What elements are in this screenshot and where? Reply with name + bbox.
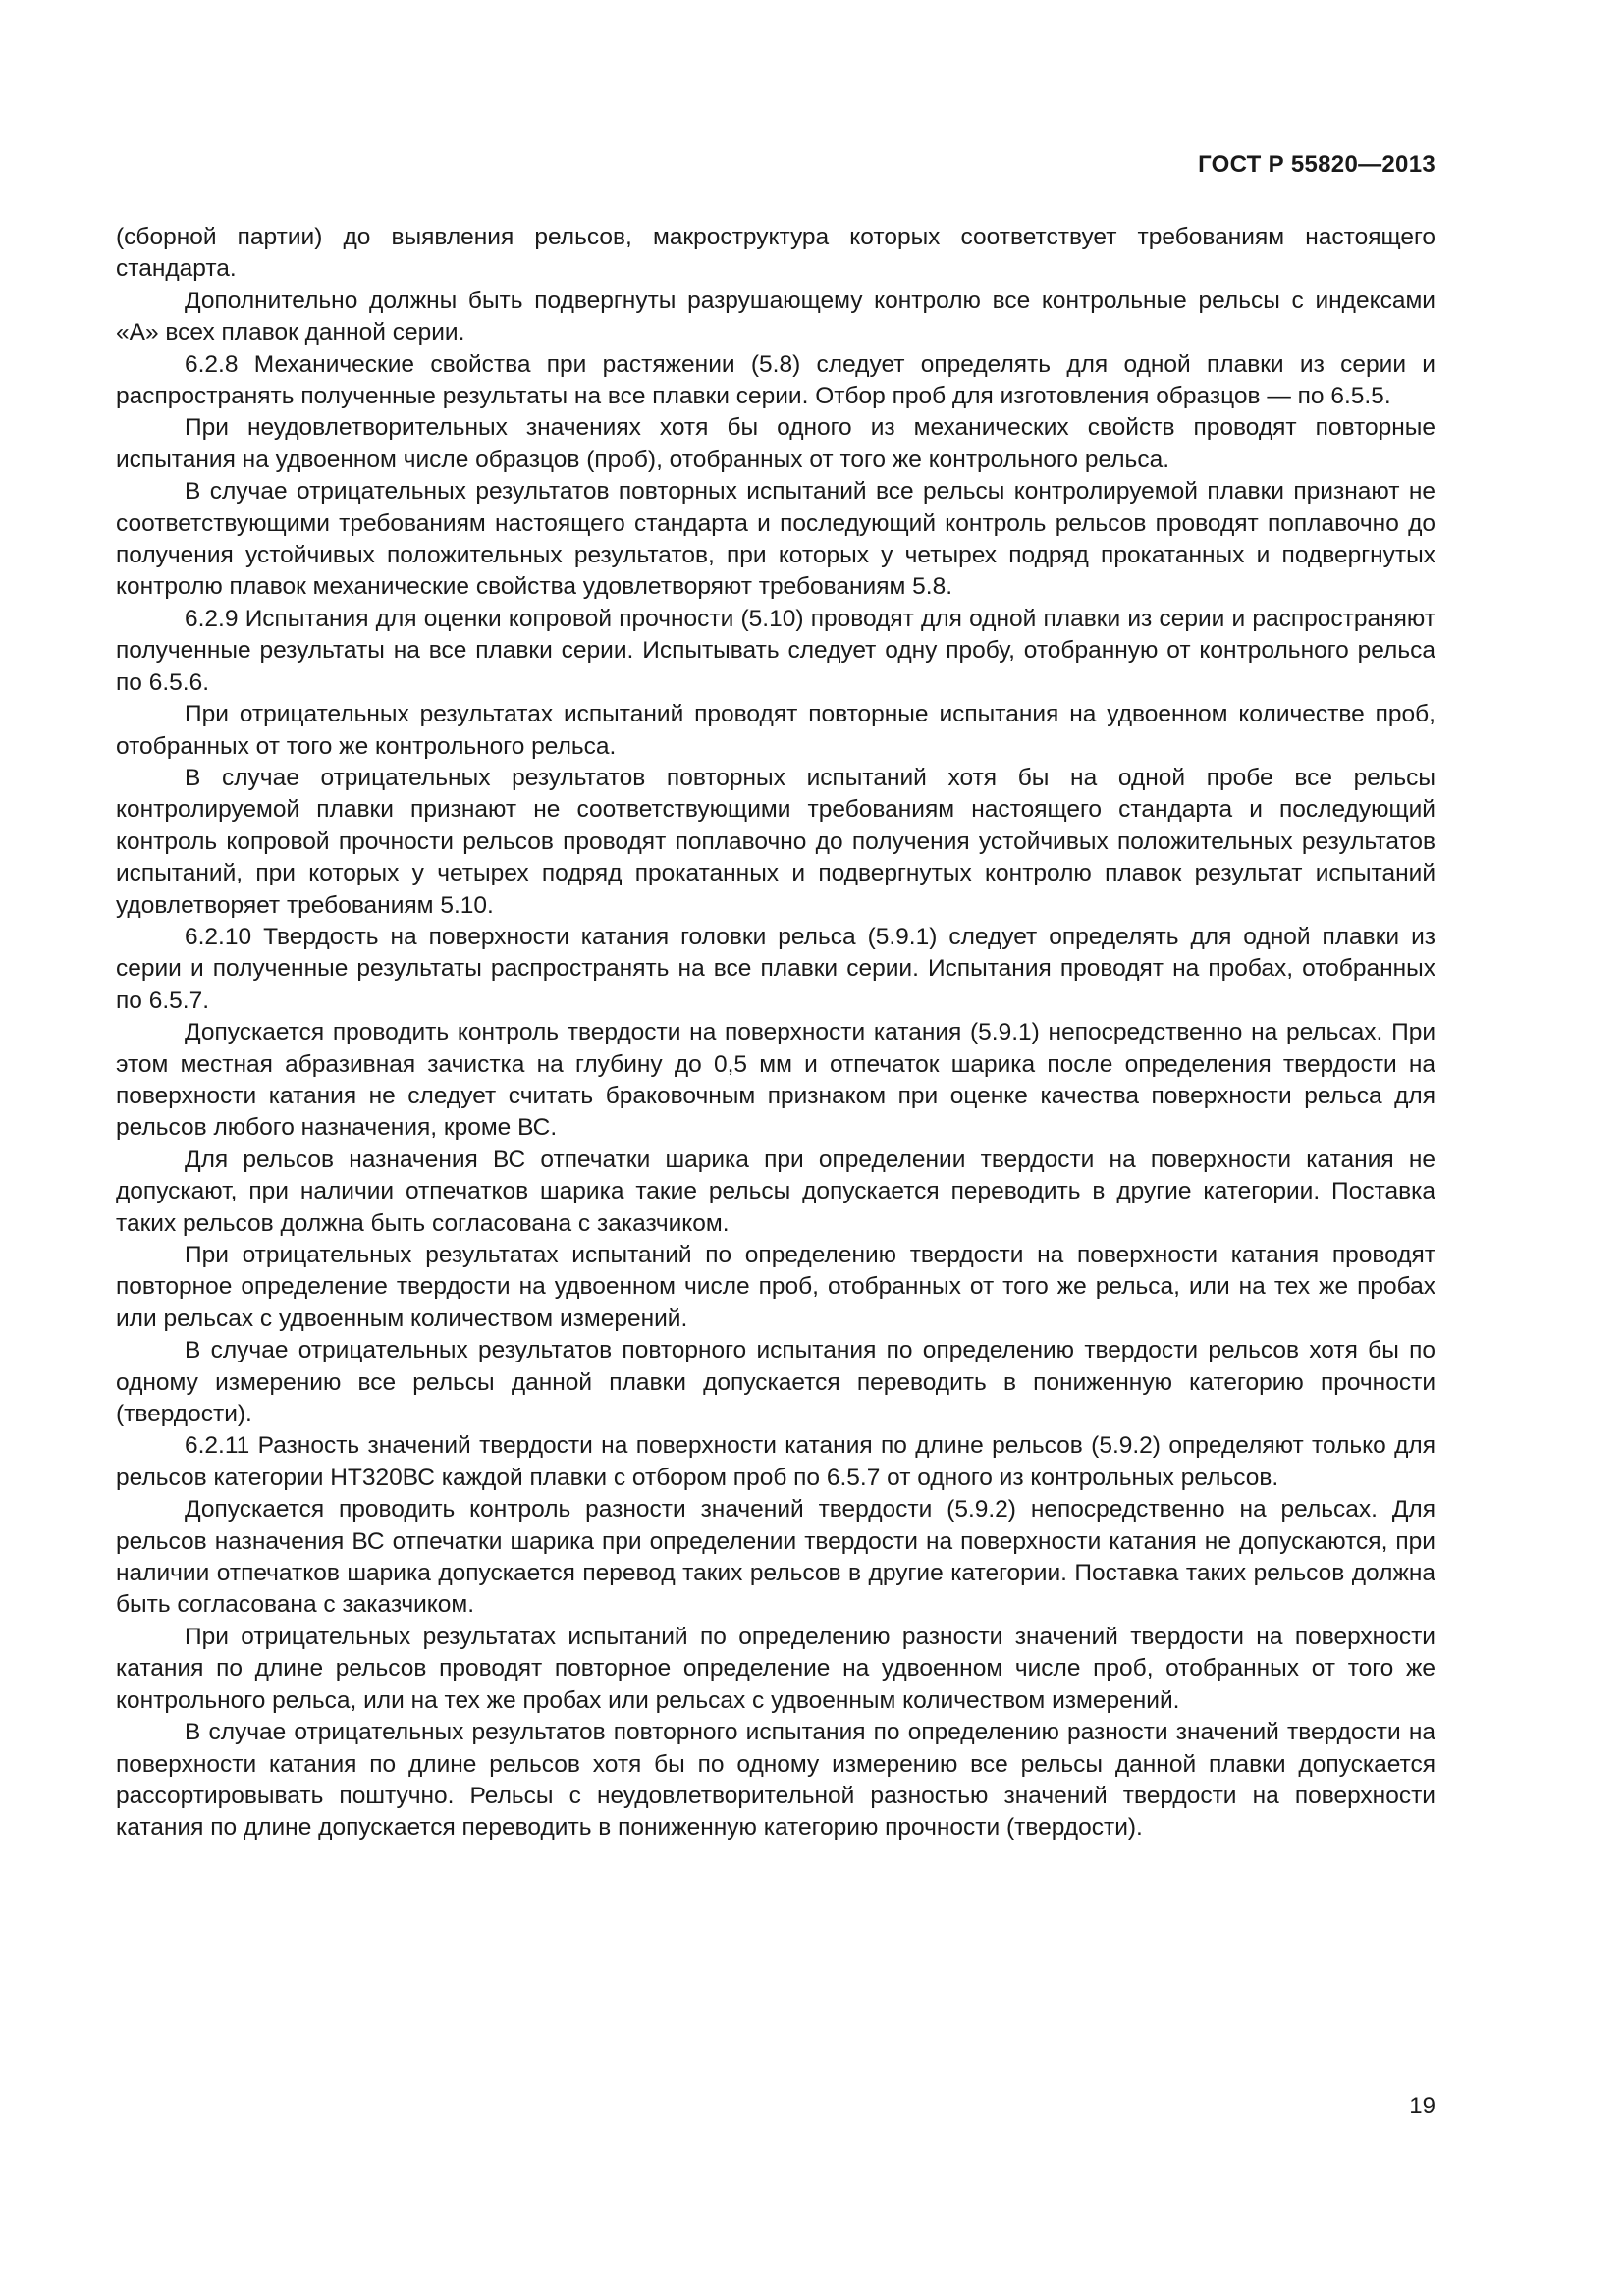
section-6-2-9-paragraph: 6.2.9 Испытания для оценки копровой прочности (5.10) проводят для одной плавки из серии и распространяют полученные результаты на все плавки серии. Испытывать следует одну пробу, отобранную от контрольного рельса по 6.5.6. — [116, 605, 1435, 696]
section-6-2-10-paragraph: 6.2.10 Твердость на поверхности катания головки рельса (5.9.1) следует определять для одной плавки из серии и полученные результаты распространять на все плавки серии. Испытания проводят на пробах, отобранных по 6.5.7. — [116, 923, 1435, 1014]
paragraph: Для рельсов назначения ВС отпечатки шарика при определении твердости на поверхности катания не допускают, при наличии отпечатков шарика такие рельсы допускается переводить в другие категории. Поставка таких рельсов должна быть согласована с заказчиком. — [116, 1146, 1435, 1237]
paragraph: При отрицательных результатах испытаний по определению твердости на поверхности катания проводят повторное определение твердости на удвоенном числе проб, отобранных от того же рельса, или на тех же пробах или рельсах с удвоенным количеством измерений. — [116, 1242, 1435, 1332]
paragraph: (сборной партии) до выявления рельсов, макроструктура которых соответствует требованиям настоящего стандарта. — [116, 224, 1435, 283]
document-body — [116, 222, 1435, 1844]
section-6-2-8-paragraph: 6.2.8 Механические свойства при растяжении (5.8) следует определять для одной плавки из серии и распространять полученные результаты на все плавки серии. Отбор проб для изготовления образцов — по 6.5.5. — [116, 350, 1435, 410]
paragraph: При неудовлетворительных значениях хотя бы одного из механических свойств проводят повторные испытания на удвоенном числе образцов (проб), отобранных от того же контрольного рельса. — [116, 414, 1435, 473]
paragraph: В случае отрицательных результатов повторных испытаний хотя бы на одной пробе все рельсы контролируемой плавки признают не соответствующими требованиям настоящего стандарта и последующий контроль копровой прочности рельсов проводят поплавочно до получения устойчивых положительных результатов испытаний, при которых у четырех подряд прокатанных и подвергнутых контролю плавок результат испытаний удовлетворяет требованиям 5.10. — [116, 764, 1435, 919]
paragraph: Дополнительно должны быть подвергнуты разрушающему контролю все контрольные рельсы с индексами «А» всех плавок данной серии. — [116, 287, 1435, 347]
section-6-2-11-paragraph: 6.2.11 Разность значений твердости на поверхности катания по длине рельсов (5.9.2) определяют только для рельсов категории НТ320ВС каждой плавки с отбором проб по 6.5.7 от одного из контрольных рельсов. — [116, 1432, 1435, 1491]
paragraph: При отрицательных результатах испытаний по определению разности значений твердости на поверхности катания по длине рельсов проводят повторное определение на удвоенном числе проб, отобранных от того же контрольного рельса, или на тех же пробах или рельсах с удвоенным количеством измерений. — [116, 1623, 1435, 1714]
document-header-code: ГОСТ Р 55820—2013 — [1198, 151, 1435, 178]
paragraph: Допускается проводить контроль разности значений твердости (5.9.2) непосредственно на рельсах. Для рельсов назначения ВС отпечатки шарика при определении твердости на поверхности катания не допускаются, при наличии отпечатков шарика допускается перевод таких рельсов в другие категории. Поставка таких рельсов должна быть согласована с заказчиком. — [116, 1496, 1435, 1619]
page-number: 19 — [1409, 2093, 1435, 2119]
paragraph: В случае отрицательных результатов повторного испытания по определению разности значений твердости на поверхности катания по длине рельсов хотя бы по одному измерению все рельсы данной плавки допускается рассортировывать поштучно. Рельсы с неудовлетворительной разностью значений твердости на поверхности катания по длине допускается переводить в пониженную категорию прочности (твердости). — [116, 1719, 1435, 1842]
paragraph: Допускается проводить контроль твердости на поверхности катания (5.9.1) непосредственно на рельсах. При этом местная абразивная зачистка на глубину до 0,5 мм и отпечаток шарика после определения твердости на поверхности катания не следует считать браковочным признаком при оценке качества поверхности рельса для рельсов любого назначения, кроме ВС. — [116, 1019, 1435, 1142]
paragraph: В случае отрицательных результатов повторного испытания по определению твердости рельсов хотя бы по одному измерению все рельсы данной плавки допускается переводить в пониженную категорию прочности (твердости). — [116, 1337, 1435, 1428]
paragraph: В случае отрицательных результатов повторных испытаний все рельсы контролируемой плавки признают не соответствующими требованиям настоящего стандарта и последующий контроль рельсов проводят поплавочно до получения устойчивых положительных результатов, при которых у четырех подряд прокатанных и подвергнутых контролю плавок механические свойства удовлетворяют требованиям 5.8. — [116, 478, 1435, 601]
paragraph: При отрицательных результатах испытаний проводят повторные испытания на удвоенном количестве проб, отобранных от того же контрольного рельса. — [116, 701, 1435, 760]
